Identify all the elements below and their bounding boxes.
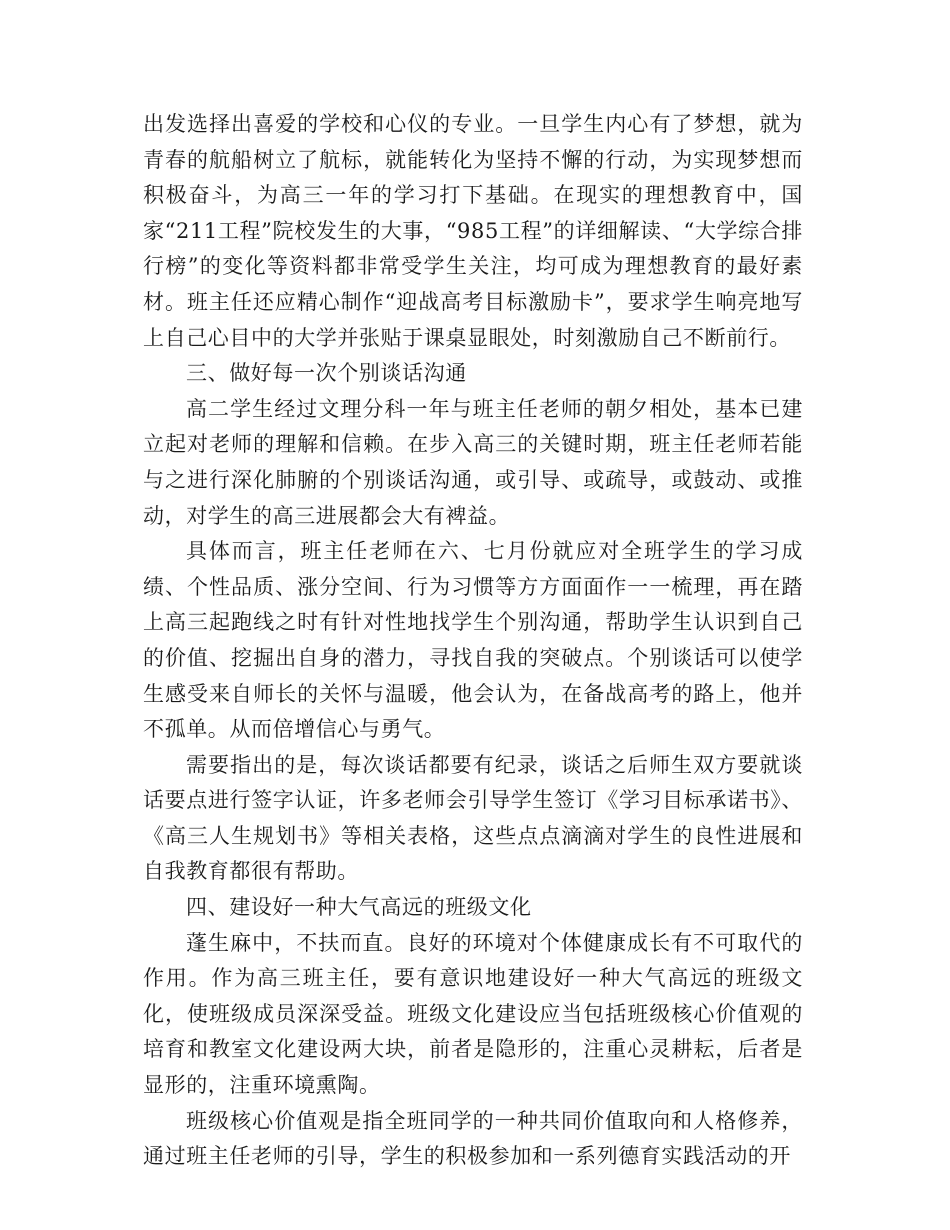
section-heading-3: 三、做好每一次个别谈话沟通 <box>186 361 467 386</box>
paragraph-record: 需要指出的是，每次谈话都要有纪录，谈话之后师生双方要就谈话要点进行签字认证，许多老师会引导学生签订《学习目标承诺书》、《高三人生规划书》等相关表格，这些点点滴滴对学生的良性进展和自我教育都很有帮助。 <box>143 752 803 884</box>
paragraph-values: 班级核心价值观是指全班同学的一种共同价值取向和人格修养，通过班主任老师的引导，学生的积极参加和一系列德育实践活动的开 <box>143 1108 803 1169</box>
paragraph-dream: 出发选择出喜爱的学校和心仪的专业。一旦学生内心有了梦想，就为青春的航船树立了航标，就能转化为坚持不懈的行动，为实现梦想而积极奋斗，为高三一年的学习打下基础。在现实的理想教育中，国家“211工程”院校发生的大事，“985工程”的详细解读、“大学综合排行榜”的变化等资料都非常受学生关注，均可成为理想教育的最好素材。班主任还应精心制作“迎战高考目标激励卡”，要求学生响亮地写上自己心目中的大学并张贴于课桌显眼处，时刻激励自己不断前行。 <box>143 112 803 350</box>
paragraph-trust: 高二学生经过文理分科一年与班主任老师的朝夕相处，基本已建立起对老师的理解和信赖。在步入高三的关键时期，班主任老师若能与之进行深化肺腑的个别谈话沟通，或引导、或疏导，或鼓动、或推动，对学生的高三进展都会大有裨益。 <box>143 396 803 528</box>
document-body <box>143 107 803 1175</box>
paragraph-specific: 具体而言，班主任老师在六、七月份就应对全班学生的学习成绩、个性品质、涨分空间、行为习惯等方方面面作一一梳理，再在踏上高三起跑线之时有针对性地找学生个别沟通，帮助学生认识到自己的价值、挖掘出自身的潜力，寻找自我的突破点。个别谈话可以使学生感受来自师长的关怀与温暖，他会认为，在备战高考的路上，他并不孤单。从而倍增信心与勇气。 <box>143 539 803 742</box>
section-heading-4: 四、建设好一种大气高远的班级文化 <box>186 895 532 920</box>
paragraph-culture: 蓬生麻中，不扶而直。良好的环境对个体健康成长有不可取代的作用。作为高三班主任，要有意识地建设好一种大气高远的班级文化，使班级成员深深受益。班级文化建设应当包括班级核心价值观的培育和教室文化建设两大块，前者是隐形的，注重心灵耕耘，后者是显形的，注重环境熏陶。 <box>143 930 803 1098</box>
